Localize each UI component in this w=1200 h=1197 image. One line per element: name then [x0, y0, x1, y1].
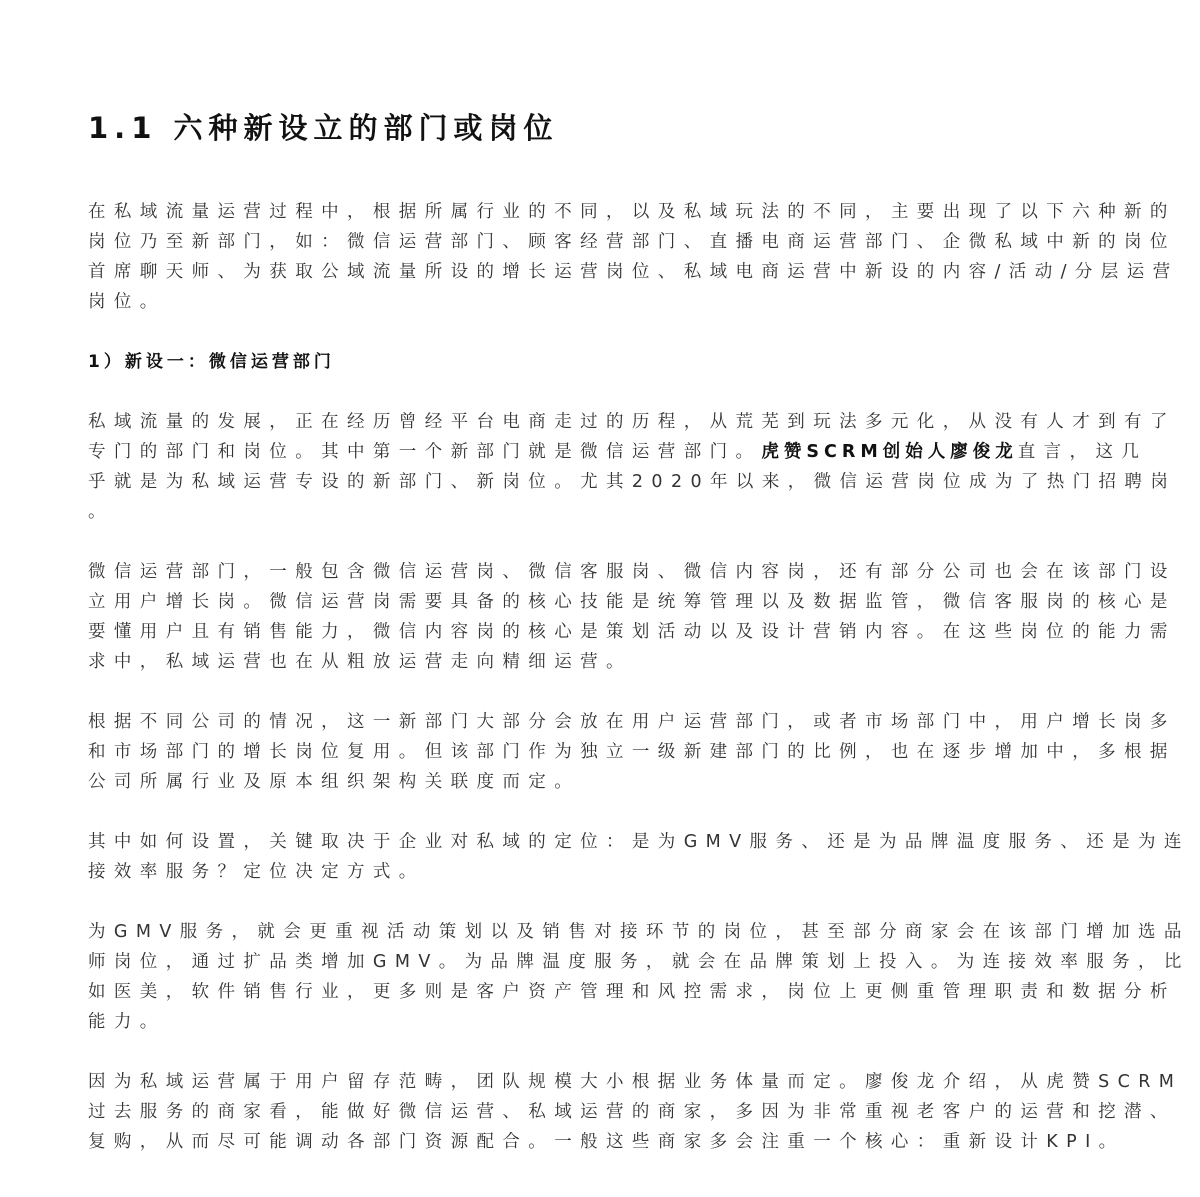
text-line: 微信运营部门，一般包含微信运营岗、微信客服岗、微信内容岗，还有部分公司也会在该部门设	[88, 562, 1176, 582]
intro-paragraph	[88, 197, 1179, 317]
text-line: 能力。	[88, 1012, 166, 1032]
paragraph	[88, 707, 1176, 797]
paragraph	[88, 827, 1190, 887]
bold-quote-source: 虎赞SCRM创始人廖俊龙	[761, 442, 1018, 462]
page-title: 1.1 六种新设立的部门或岗位	[88, 111, 559, 145]
text-line: 岗位。	[88, 292, 166, 312]
document	[88, 106, 1190, 1187]
text-span: 直言，这几	[1017, 442, 1148, 462]
paragraph	[88, 1067, 1183, 1157]
text-line: 首席聊天师、为获取公域流量所设的增长运营岗位、私域电商运营中新设的内容/活动/分层运营	[88, 262, 1179, 282]
text-line: 在私域流量运营过程中，根据所属行业的不同，以及私域玩法的不同，主要出现了以下六种新的	[88, 202, 1176, 222]
paragraph	[88, 407, 1177, 527]
section-heading: 1）新设一：微信运营部门	[88, 352, 335, 372]
text-line: 。	[88, 502, 114, 522]
text-line: 立用户增长岗。微信运营岗需要具备的核心技能是统筹管理以及数据监管，微信客服岗的核心是	[88, 592, 1176, 612]
text-line: 求中，私域运营也在从粗放运营走向精细运营。	[88, 652, 632, 672]
text-line: 因为私域运营属于用户留存范畴，团队规模大小根据业务体量而定。廖俊龙介绍，从虎赞SCRM	[88, 1072, 1183, 1092]
text-line: 根据不同公司的情况，这一新部门大部分会放在用户运营部门，或者市场部门中，用户增长岗多	[88, 712, 1176, 732]
text-line: 师岗位，通过扩品类增加GMV。为品牌温度服务，就会在品牌策划上投入。为连接效率服务，比	[88, 952, 1190, 972]
text-line: 和市场部门的增长岗位复用。但该部门作为独立一级新建部门的比例，也在逐步增加中，多根据	[88, 742, 1176, 762]
paragraph	[88, 917, 1190, 1037]
paragraph	[88, 557, 1176, 677]
text-line: 公司所属行业及原本组织架构关联度而定。	[88, 772, 581, 792]
text-line: 其中如何设置，关键取决于企业对私域的定位：是为GMV服务、还是为品牌温度服务、还是为连	[88, 832, 1190, 852]
text-line	[88, 437, 1148, 467]
text-line: 要懂用户且有销售能力，微信内容岗的核心是策划活动以及设计营销内容。在这些岗位的能力需	[88, 622, 1176, 642]
text-line: 复购，从而尽可能调动各部门资源配合。一般这些商家多会注重一个核心：重新设计KPI。	[88, 1132, 1125, 1152]
text-line: 乎就是为私域运营专设的新部门、新岗位。尤其2020年以来，微信运营岗位成为了热门招聘岗	[88, 472, 1177, 492]
text-line: 如医美，软件销售行业，更多则是客户资产管理和风控需求，岗位上更侧重管理职责和数据分析	[88, 982, 1176, 1002]
text-line: 私域流量的发展，正在经历曾经平台电商走过的历程，从荒芜到玩法多元化，从没有人才到有了	[88, 412, 1176, 432]
text-line: 岗位乃至新部门，如：微信运营部门、顾客经营部门、直播电商运营部门、企微私域中新的岗位	[88, 232, 1176, 252]
text-line: 接效率服务？定位决定方式。	[88, 862, 425, 882]
text-line: 为GMV服务，就会更重视活动策划以及销售对接环节的岗位，甚至部分商家会在该部门增加选品	[88, 922, 1190, 942]
text-span: 专门的部门和岗位。其中第一个新部门就是微信运营部门。	[88, 442, 762, 462]
text-line: 过去服务的商家看，能做好微信运营、私域运营的商家，多因为非常重视老客户的运营和挖潜、	[88, 1102, 1176, 1122]
